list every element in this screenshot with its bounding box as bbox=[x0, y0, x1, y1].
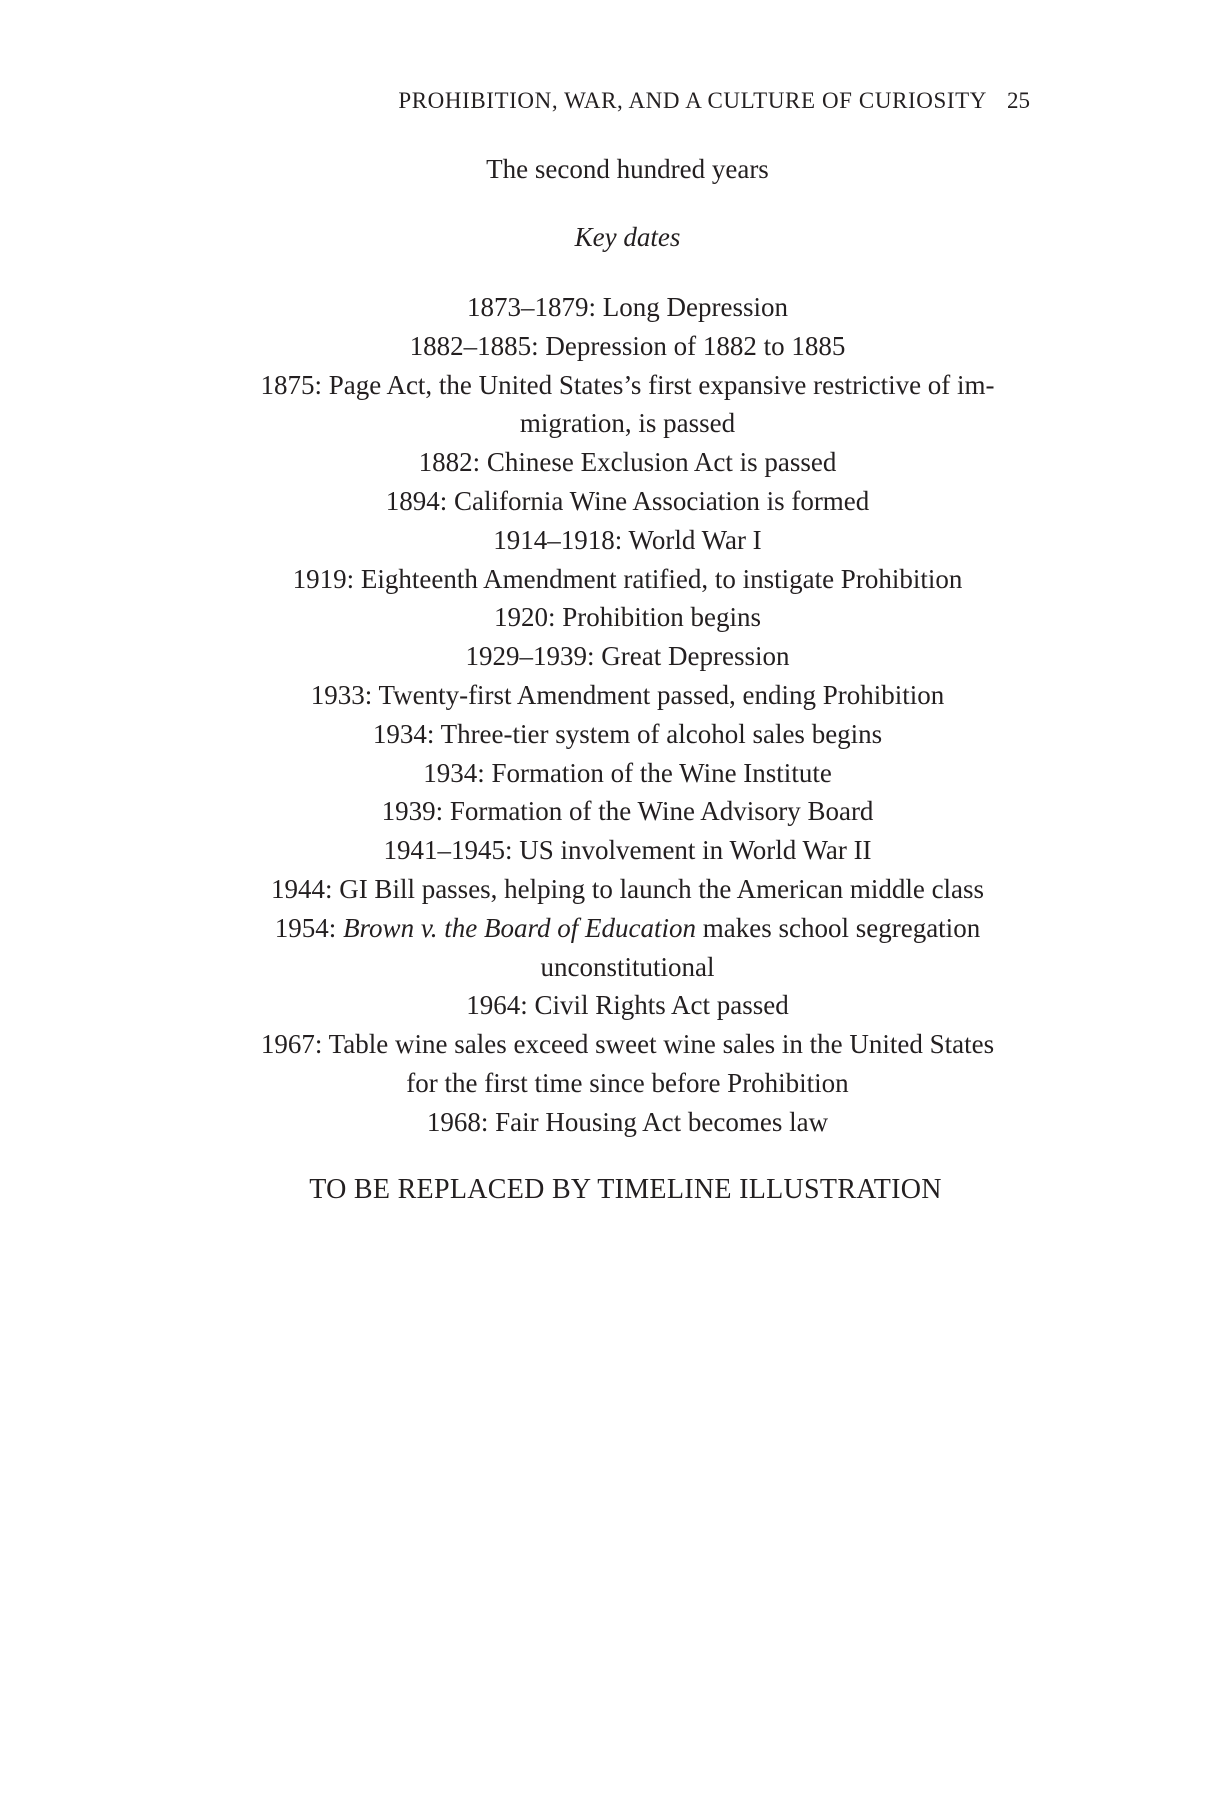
placeholder-note: TO BE REPLACED BY TIMELINE ILLUSTRATION bbox=[309, 1173, 942, 1205]
date-entry: 1920: Prohibition begins bbox=[493, 602, 761, 633]
date-entry: 1875: Page Act, the United States’s first expansive restrictive of im- bbox=[260, 369, 995, 400]
date-entry: 1967: Table wine sales exceed sweet wine sales in the United States bbox=[260, 1029, 995, 1060]
key-dates-list bbox=[0, 288, 1205, 1142]
date-entry: 1941–1945: US involvement in World War II bbox=[383, 835, 872, 866]
section-title: The second hundred years bbox=[486, 154, 769, 184]
date-entry: 1894: California Wine Association is formed bbox=[385, 485, 870, 516]
date-entry: 1929–1939: Great Depression bbox=[465, 641, 790, 672]
date-entry: 1882: Chinese Exclusion Act is passed bbox=[418, 447, 837, 478]
date-entry: 1919: Eighteenth Amendment ratified, to instigate Prohibition bbox=[292, 563, 963, 594]
date-entry: 1934: Formation of the Wine Institute bbox=[423, 757, 832, 788]
date-entry-year: 1954: bbox=[274, 912, 344, 943]
date-entry: 1964: Civil Rights Act passed bbox=[466, 990, 789, 1021]
date-entry: migration, is passed bbox=[519, 408, 736, 439]
running-head bbox=[398, 86, 1030, 116]
date-entry: 1939: Formation of the Wine Advisory Board bbox=[381, 796, 874, 827]
date-entry-rest: makes school segregation bbox=[696, 912, 981, 943]
page-number: 25 bbox=[1007, 88, 1030, 113]
date-entry: 1934: Three-tier system of alcohol sales begins bbox=[372, 718, 883, 749]
page-body bbox=[0, 152, 1205, 1208]
date-entry: 1882–1885: Depression of 1882 to 1885 bbox=[409, 330, 846, 361]
date-entry: 1873–1879: Long Depression bbox=[467, 292, 788, 322]
date-entry: 1933: Twenty-first Amendment passed, ending Prohibition bbox=[310, 679, 945, 710]
date-entry: unconstitutional bbox=[540, 951, 715, 982]
date-entry: 1914–1918: World War I bbox=[493, 524, 762, 555]
date-entry: 1944: GI Bill passes, helping to launch the American middle class bbox=[270, 873, 985, 904]
date-entry: 1968: Fair Housing Act becomes law bbox=[426, 1106, 829, 1137]
running-head-title: PROHIBITION, WAR, AND A CULTURE OF CURIOSITY bbox=[398, 88, 987, 113]
date-entry: for the first time since before Prohibition bbox=[406, 1067, 849, 1098]
key-dates-subtitle: Key dates bbox=[574, 222, 681, 252]
case-title: Brown v. the Board of Education bbox=[343, 912, 697, 943]
date-entry bbox=[25, 909, 1205, 948]
